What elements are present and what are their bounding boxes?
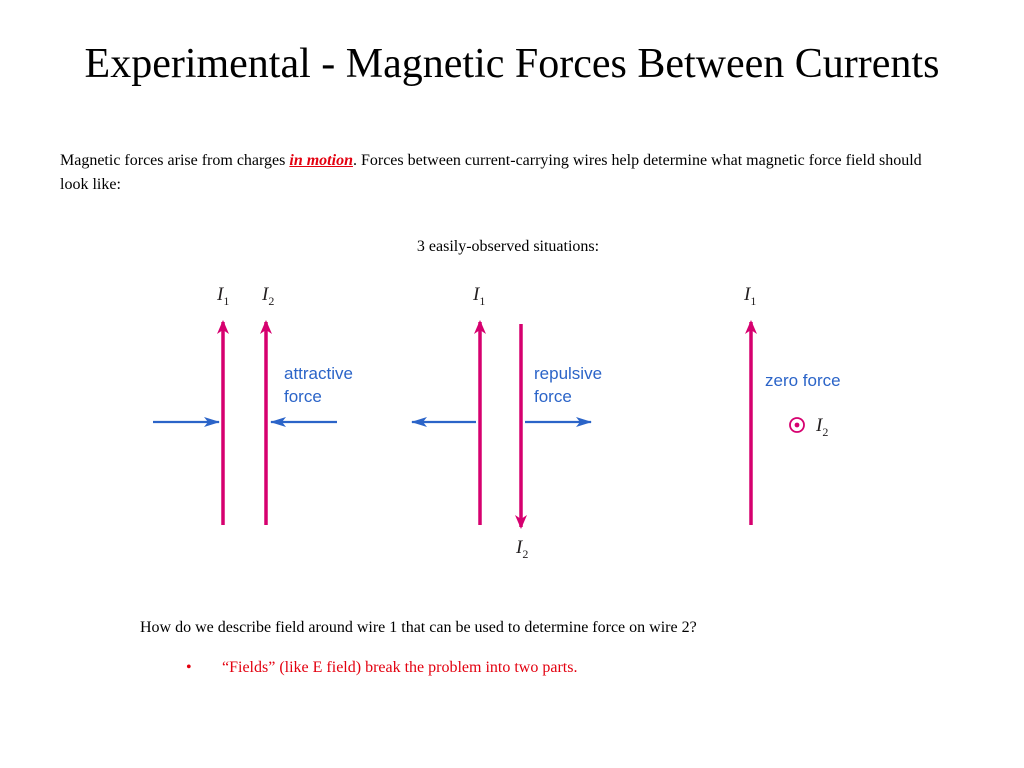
intro-emphasis: in motion xyxy=(289,152,353,169)
intro-text-2: . Forces between current-carrying wires help determine what magnetic force field should look like: xyxy=(60,152,922,193)
label-i1: $I_1$ xyxy=(744,284,757,308)
repulsive-force-label-line2: force xyxy=(534,387,572,406)
label-i1: $I_1$ xyxy=(217,284,230,308)
repulsive-force-label-line1: repulsive xyxy=(534,364,603,383)
label-i1: $I_1$ xyxy=(473,284,486,308)
attractive-force-label-line2: force xyxy=(284,387,322,406)
label-i2: $I_2$ xyxy=(262,284,275,308)
situation-repulsive xyxy=(412,284,602,561)
bullet-item xyxy=(186,657,886,679)
situation-attractive xyxy=(153,284,353,525)
intro-text-1: Magnetic forces arise from charges xyxy=(60,152,290,169)
bullet-marker: • xyxy=(186,659,192,676)
situations-heading: 3 easily-observed situations: xyxy=(416,238,600,255)
out-of-page-current-icon xyxy=(790,418,804,432)
zero-force-label: zero force xyxy=(765,371,841,390)
attractive-force-label-line1: attractive xyxy=(284,364,353,383)
label-i2: $I_2$ xyxy=(516,537,529,561)
question-text: How do we describe field around wire 1 that can be used to determine force on wire 2? xyxy=(140,619,697,636)
bullet-text: “Fields” (like E field) break the problem into two parts. xyxy=(222,659,578,676)
situation-zero-force xyxy=(743,284,841,525)
slide-title: Experimental - Magnetic Forces Between Currents xyxy=(84,41,940,87)
label-i2: $I_2$ xyxy=(816,415,829,439)
